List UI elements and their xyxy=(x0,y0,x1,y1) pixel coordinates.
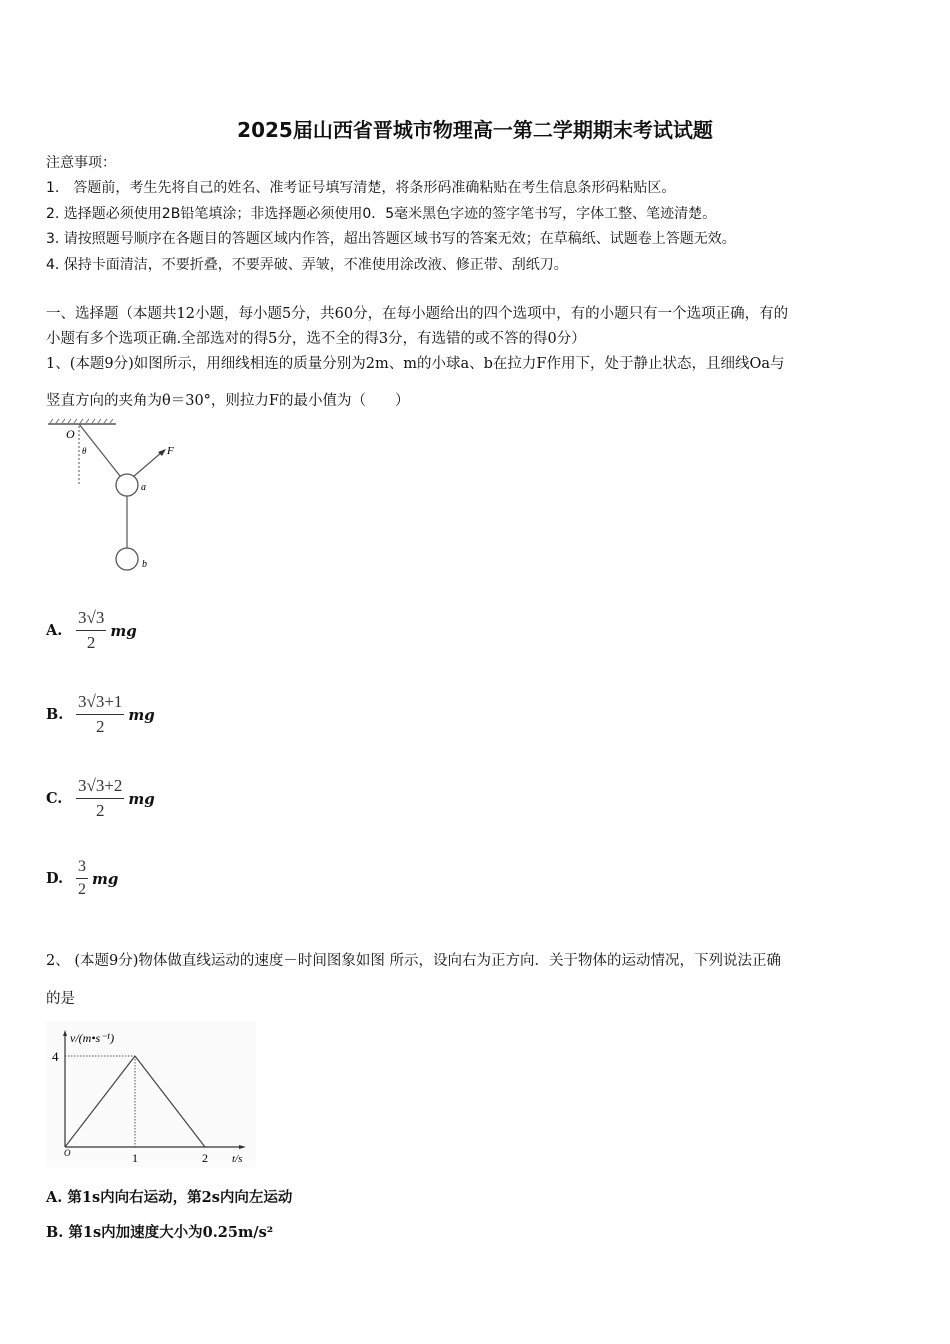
notes-heading: 注意事项： xyxy=(46,155,116,171)
numerator: 3 xyxy=(76,858,88,879)
unit: mg xyxy=(128,789,155,808)
x-tick-label: 1 xyxy=(132,1151,138,1165)
force-arrow xyxy=(133,452,162,477)
fraction xyxy=(76,608,106,653)
label-theta: θ xyxy=(82,446,87,456)
note-item: 1. 答题前，考生先将自己的姓名、准考证号填写清楚，将条形码准确粘贴在考生信息条形码粘贴区。 xyxy=(46,180,676,196)
note-item: 2. 选择题必须使用2B铅笔填涂；非选择题必须使用0．5毫米黑色字迹的签字笔书写，字体工整、笔迹清楚。 xyxy=(46,206,717,222)
ball-a xyxy=(116,474,138,496)
numerator: 3√3 xyxy=(76,608,106,631)
question-2-text: 的是 xyxy=(46,991,75,1007)
section-intro: 一、选择题（本题共12小题，每小题5分，共60分，在每小题给出的四个选项中，有的小题只有一个选项正确，有的 xyxy=(46,306,789,322)
option-label: C. xyxy=(46,790,63,807)
option-a[interactable] xyxy=(46,608,137,653)
fraction xyxy=(76,692,124,737)
label-f: F xyxy=(167,445,174,457)
denominator: 2 xyxy=(86,633,96,652)
y-tick-label: 4 xyxy=(52,1049,59,1064)
denominator: 2 xyxy=(95,717,105,736)
option-label: B. xyxy=(46,706,64,723)
label-o: O xyxy=(66,427,75,441)
option-c[interactable] xyxy=(46,776,155,821)
option-text: 第1s内向右运动，第2s内向左运动 xyxy=(67,1189,293,1206)
q2-option-b[interactable] xyxy=(46,1221,273,1242)
origin-label: O xyxy=(64,1148,71,1158)
section-intro: 小题有多个选项正确.全部选对的得5分，选不全的得3分，有选错的或不答的得0分） xyxy=(46,331,586,347)
question-2-text: 2、 (本题9分)物体做直线运动的速度－时间图象如图 所示，设向右为正方向．关于物体的运动情况，下列说法正确 xyxy=(46,953,781,969)
unit: mg xyxy=(110,621,137,640)
y-axis-label: v/(m•s⁻¹) xyxy=(70,1031,115,1045)
question-1-figure xyxy=(44,418,194,580)
fraction xyxy=(76,776,124,821)
numerator: 3√3+1 xyxy=(76,692,124,715)
q2-option-a[interactable] xyxy=(46,1186,292,1207)
unit: mg xyxy=(128,705,155,724)
option-b[interactable] xyxy=(46,692,155,737)
label-b: b xyxy=(142,559,147,570)
note-item: 4. 保持卡面清洁，不要折叠，不要弄破、弄皱，不准使用涂改液、修正带、刮纸刀。 xyxy=(46,257,568,273)
option-text: 第1s内加速度大小为0.25m/s² xyxy=(68,1224,274,1241)
option-label: B. xyxy=(46,1224,64,1241)
option-d[interactable] xyxy=(46,858,118,899)
unit: mg xyxy=(92,869,119,888)
option-label: A. xyxy=(46,1189,63,1206)
page-title: 2025届山西省晋城市物理高一第二学期期末考试试题 xyxy=(237,118,713,142)
question-1-text: 1、(本题9分)如图所示，用细线相连的质量分别为2m、m的小球a、b在拉力F作用下，处于静止状态，且细线Oa与 xyxy=(46,356,785,372)
x-axis-label: t/s xyxy=(232,1153,243,1165)
fraction xyxy=(76,858,88,899)
numerator: 3√3+2 xyxy=(76,776,124,799)
option-label: A. xyxy=(46,622,63,639)
option-label: D. xyxy=(46,870,64,887)
label-a: a xyxy=(141,482,146,493)
x-tick-label: 2 xyxy=(202,1151,208,1165)
denominator: 2 xyxy=(95,801,105,820)
ball-b xyxy=(116,548,138,570)
note-item: 3. 请按照题号顺序在各题目的答题区域内作答，超出答题区域书写的答案无效；在草稿纸、试题卷上答题无效。 xyxy=(46,231,736,247)
denominator: 2 xyxy=(78,881,86,898)
velocity-time-graph xyxy=(46,1022,256,1167)
question-1-text: 竖直方向的夹角为θ＝30°，则拉力F的最小值为（ ） xyxy=(46,393,410,409)
